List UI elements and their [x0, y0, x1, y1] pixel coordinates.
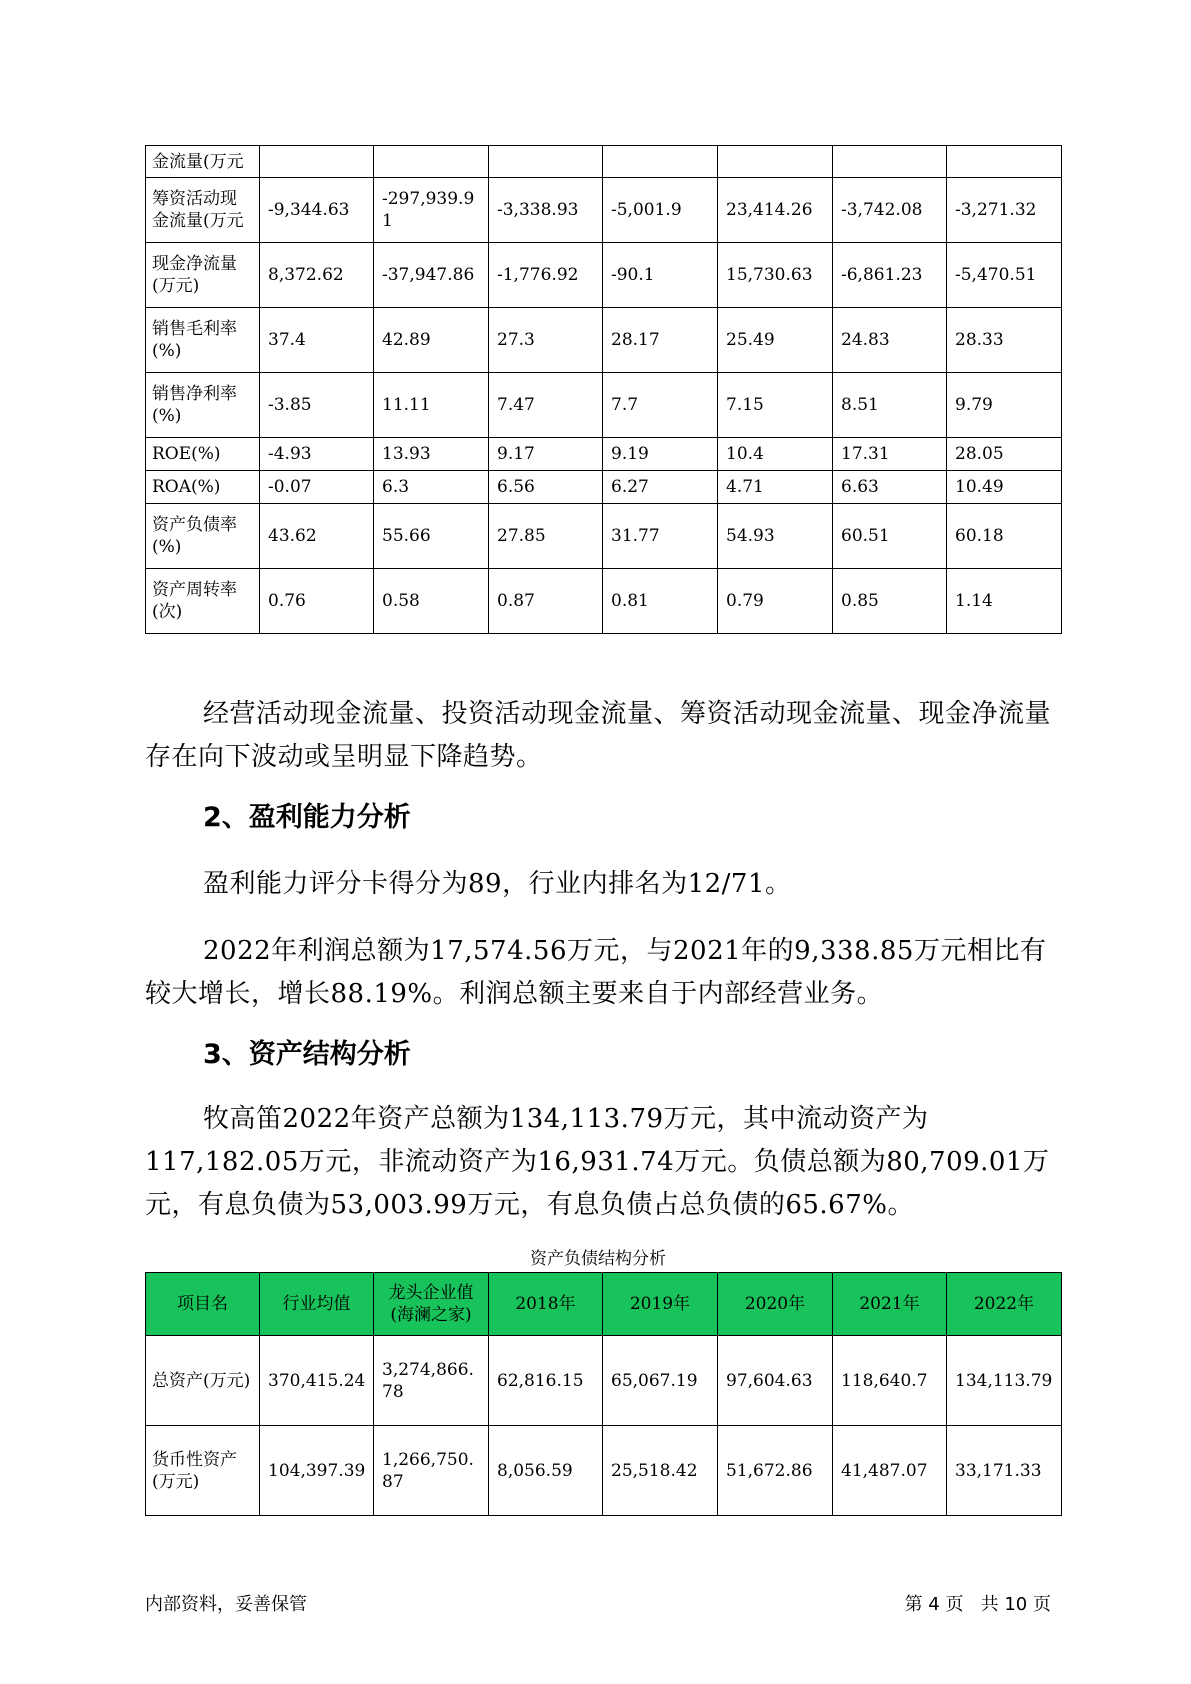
table-cell: 10.4 [718, 438, 833, 471]
table-cell: 41,487.07 [833, 1426, 947, 1516]
row-label: 总资产(万元) [146, 1336, 260, 1426]
table-cell: 3,274,866.78 [374, 1336, 489, 1426]
financial-indicators-table [145, 145, 1062, 634]
table-cell: 6.27 [603, 471, 718, 504]
table-cell: 37.4 [260, 308, 374, 373]
table-cell: 60.18 [947, 504, 1062, 569]
table-cell: -3,338.93 [489, 178, 603, 243]
table-cell: -9,344.63 [260, 178, 374, 243]
header-row [146, 1273, 1062, 1336]
footer-confidential-note: 内部资料，妥善保管 [145, 1594, 307, 1615]
table-cell: 31.77 [603, 504, 718, 569]
table-cell: 42.89 [374, 308, 489, 373]
table-cell: 15,730.63 [718, 243, 833, 308]
column-header: 2019年 [603, 1273, 718, 1336]
table-cell: 54.93 [718, 504, 833, 569]
table-cell: 8,056.59 [489, 1426, 603, 1516]
table-cell: 51,672.86 [718, 1426, 833, 1516]
table-row [146, 243, 1062, 308]
table-row [146, 308, 1062, 373]
table-cell: 25.49 [718, 308, 833, 373]
table-cell: 8.51 [833, 373, 947, 438]
row-label: ROE(%) [146, 438, 260, 471]
table-cell: 65,067.19 [603, 1336, 718, 1426]
table-cell: -1,776.92 [489, 243, 603, 308]
table-cell: 7.47 [489, 373, 603, 438]
table-row [146, 178, 1062, 243]
column-header: 2018年 [489, 1273, 603, 1336]
row-label: 资产负债率(%) [146, 504, 260, 569]
table-cell [489, 146, 603, 178]
table-cell: 118,640.7 [833, 1336, 947, 1426]
table-cell: 0.87 [489, 569, 603, 634]
table-cell: -0.07 [260, 471, 374, 504]
asset-structure-paragraph: 牧高笛2022年资产总额为134,113.79万元，其中流动资产为117,182.05万元，非流动资产为16,931.74万元。负债总额为80,709.01万元，有息负债为53,003.99万元，有息负债占总负债的65.67%。 [145, 1104, 1050, 1220]
column-header: 2020年 [718, 1273, 833, 1336]
table-cell: -4.93 [260, 438, 374, 471]
table-caption: 资产负债结构分析 [530, 1249, 666, 1269]
table-cell: 28.17 [603, 308, 718, 373]
profit-total-paragraph: 2022年利润总额为17,574.56万元，与2021年的9,338.85万元相比有较大增长，增长88.19%。利润总额主要来自于内部经营业务。 [145, 936, 1047, 1009]
table-cell: -3.85 [260, 373, 374, 438]
table-cell: 13.93 [374, 438, 489, 471]
column-header: 龙头企业值(海澜之家) [374, 1273, 489, 1336]
section-heading-asset-structure: 3、资产结构分析 [203, 1039, 411, 1070]
table-row [146, 1426, 1062, 1516]
table-row [146, 471, 1062, 504]
table-cell: 9.79 [947, 373, 1062, 438]
table-cell: -3,271.32 [947, 178, 1062, 243]
section-heading-profitability: 2、盈利能力分析 [203, 802, 411, 833]
table-cell: 6.3 [374, 471, 489, 504]
table-cell: -6,861.23 [833, 243, 947, 308]
table-cell: 27.85 [489, 504, 603, 569]
table-cell: 0.58 [374, 569, 489, 634]
cashflow-paragraph: 经营活动现金流量、投资活动现金流量、筹资活动现金流量、现金净流量存在向下波动或呈明显下降趋势。 [145, 699, 1052, 772]
row-label: 销售毛利率(%) [146, 308, 260, 373]
table-row [146, 373, 1062, 438]
table-cell: 55.66 [374, 504, 489, 569]
table-cell [603, 146, 718, 178]
table-cell: 28.33 [947, 308, 1062, 373]
table-cell: 43.62 [260, 504, 374, 569]
table-cell [947, 146, 1062, 178]
table-cell: 0.76 [260, 569, 374, 634]
table-cell: 97,604.63 [718, 1336, 833, 1426]
table-cell: 4.71 [718, 471, 833, 504]
row-label: 货币性资产(万元) [146, 1426, 260, 1516]
row-label: 金流量(万元 [146, 146, 260, 178]
column-header: 2021年 [833, 1273, 947, 1336]
table-cell: -90.1 [603, 243, 718, 308]
asset-liability-structure-table [145, 1272, 1062, 1516]
column-header: 项目名 [146, 1273, 260, 1336]
table-cell: 27.3 [489, 308, 603, 373]
table-cell: -297,939.91 [374, 178, 489, 243]
column-header: 行业均值 [260, 1273, 374, 1336]
table-cell: 25,518.42 [603, 1426, 718, 1516]
table-cell: 0.85 [833, 569, 947, 634]
table-cell: 1.14 [947, 569, 1062, 634]
table-cell: 134,113.79 [947, 1336, 1062, 1426]
profitability-score-paragraph: 盈利能力评分卡得分为89，行业内排名为12/71。 [203, 869, 792, 899]
table-cell: 370,415.24 [260, 1336, 374, 1426]
table-row [146, 438, 1062, 471]
table-cell: 104,397.39 [260, 1426, 374, 1516]
row-label: 销售净利率(%) [146, 373, 260, 438]
table-cell: 24.83 [833, 308, 947, 373]
table-cell: -5,470.51 [947, 243, 1062, 308]
table-cell: -5,001.9 [603, 178, 718, 243]
row-label: 资产周转率(次) [146, 569, 260, 634]
table-cell: 1,266,750.87 [374, 1426, 489, 1516]
table-cell [374, 146, 489, 178]
table-cell: 23,414.26 [718, 178, 833, 243]
table-row [146, 1336, 1062, 1426]
row-label: 现金净流量(万元) [146, 243, 260, 308]
table-cell: 7.15 [718, 373, 833, 438]
table-cell: 0.79 [718, 569, 833, 634]
table-row [146, 569, 1062, 634]
table-cell: -37,947.86 [374, 243, 489, 308]
table-cell: 9.19 [603, 438, 718, 471]
table-cell: 62,816.15 [489, 1336, 603, 1426]
row-label: 筹资活动现金流量(万元 [146, 178, 260, 243]
table-cell: 7.7 [603, 373, 718, 438]
table-cell: 60.51 [833, 504, 947, 569]
table-cell: -3,742.08 [833, 178, 947, 243]
table-cell: 33,171.33 [947, 1426, 1062, 1516]
column-header: 2022年 [947, 1273, 1062, 1336]
table-cell [718, 146, 833, 178]
table-cell: 11.11 [374, 373, 489, 438]
table-cell [833, 146, 947, 178]
table-row [146, 146, 1062, 178]
row-label: ROA(%) [146, 471, 260, 504]
table-cell: 6.56 [489, 471, 603, 504]
table-cell [260, 146, 374, 178]
table-cell: 9.17 [489, 438, 603, 471]
footer-page-number: 第 4 页 共 10 页 [904, 1594, 1051, 1615]
table-cell: 17.31 [833, 438, 947, 471]
table-cell: 28.05 [947, 438, 1062, 471]
table-cell: 10.49 [947, 471, 1062, 504]
table-cell: 6.63 [833, 471, 947, 504]
table-cell: 8,372.62 [260, 243, 374, 308]
table-cell: 0.81 [603, 569, 718, 634]
table-row [146, 504, 1062, 569]
